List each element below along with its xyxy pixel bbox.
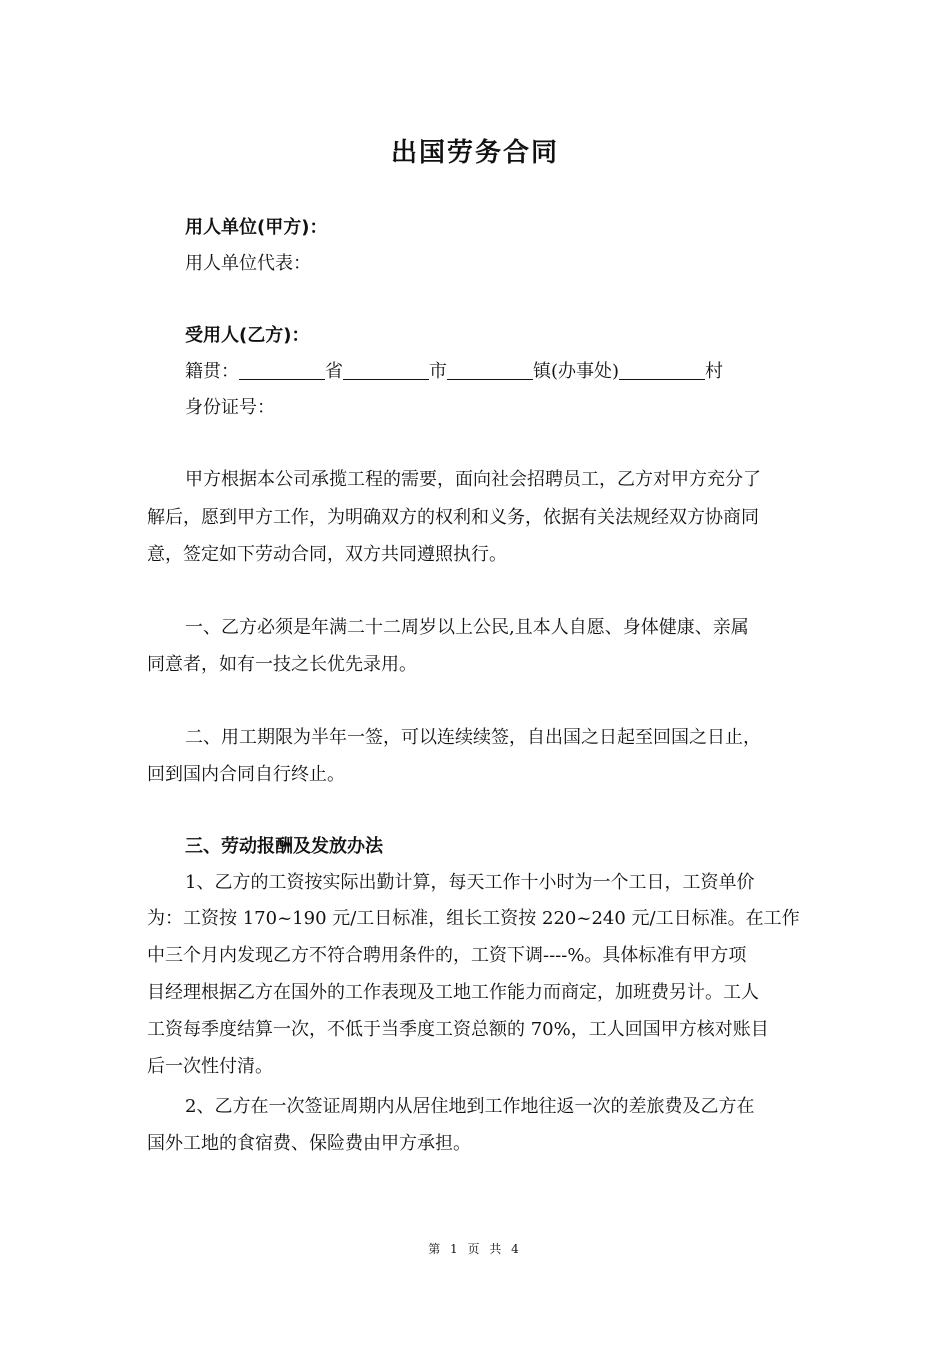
clause-3-item-2-line: 国外工地的食宿费、保险费由甲方承担。 — [147, 1133, 471, 1154]
province-blank[interactable] — [239, 361, 325, 380]
native-place-prefix: 籍贯： — [185, 361, 239, 382]
village-blank[interactable] — [619, 361, 705, 380]
party-b-label: 受用人(乙方)： — [185, 325, 310, 346]
intro-line: 解后，愿到甲方工作，为明确双方的权利和义务，依据有关法规经双方协商同 — [147, 507, 759, 528]
id-number-label: 身份证号： — [185, 397, 275, 418]
intro-line: 甲方根据本公司承揽工程的需要，面向社会招聘员工，乙方对甲方充分了 — [185, 469, 761, 490]
party-a-representative-label: 用人单位代表： — [185, 253, 311, 274]
clause-3-item-1-line: 为：工资按 170~190 元/工日标准，组长工资按 220~240 元/工日标准。在工作 — [147, 908, 800, 929]
native-place-line — [185, 359, 723, 385]
town-blank[interactable] — [447, 361, 533, 380]
page-number: 第 1 页 共 4 — [428, 1242, 522, 1256]
city-blank[interactable] — [343, 361, 429, 380]
village-label: 村 — [705, 361, 724, 382]
clause-3-item-2-line: 2、乙方在一次签证周期内从居住地到工作地往返一次的差旅费及乙方在 — [185, 1096, 755, 1117]
city-label: 市 — [429, 361, 447, 382]
clause-2-line: 二、用工期限为半年一签，可以连续续签，自出国之日起至回国之日止， — [185, 727, 761, 748]
clause-3-item-1-line: 目经理根据乙方在国外的工作表现及工地工作能力而商定，加班费另计。工人 — [147, 982, 759, 1003]
party-a-label: 用人单位(甲方)： — [185, 217, 328, 238]
clause-3-item-1-line: 后一次性付清。 — [147, 1056, 273, 1077]
clause-1-line: 同意者，如有一技之长优先录用。 — [147, 654, 417, 675]
clause-3-item-1-line: 中三个月内发现乙方不符合聘用条件的，工资下调----%。具体标准有甲方项 — [147, 945, 747, 966]
intro-line: 意，签定如下劳动合同，双方共同遵照执行。 — [147, 544, 507, 565]
clause-3-item-1-line: 工资每季度结算一次，不低于当季度工资总额的 70%，工人回国甲方核对账目 — [147, 1019, 769, 1040]
clause-3-item-1-line: 1、乙方的工资按实际出勤计算，每天工作十小时为一个工日，工资单价 — [185, 872, 755, 893]
province-label: 省 — [325, 361, 343, 382]
page-title: 出国劳务合同 — [390, 138, 559, 168]
clause-3-heading: 三、劳动报酬及发放办法 — [185, 836, 383, 857]
clause-2-line: 回到国内合同自行终止。 — [147, 764, 345, 785]
clause-1-line: 一、乙方必须是年满二十二周岁以上公民,且本人自愿、身体健康、亲属 — [185, 617, 749, 638]
town-label: 镇(办事处) — [533, 361, 620, 382]
